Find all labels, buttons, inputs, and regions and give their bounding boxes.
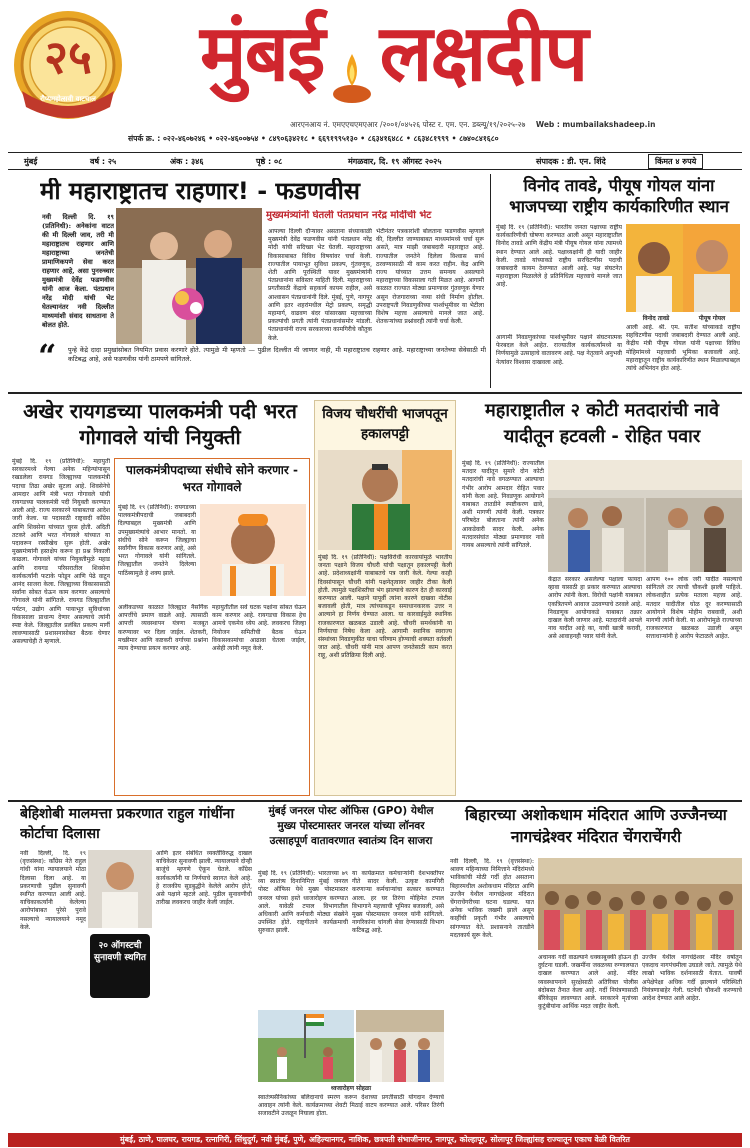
story7-headline: मुंबई जनरल पोस्ट ऑफिस (GPO) येथील मुख्य पोस्टमास्तर जनरल यांच्या लॉनवर उत्साहपूर्ण वातावरणात स्वातंत्र्य दिन साजरा [268,805,434,847]
story1-subhead: मुख्यमंत्र्यांनी घेतली पंतप्रधान नरेंद्र मोदींची भेट [266,210,432,221]
story3-photo [200,504,306,596]
story5-col3: आपण १०० लोक जरी यादीत नसल्याचे सांगितले तर त्याची चौकशी झाली पाहिजे. लोकशाहीत प्रत्येक मताला महत्त्व आहे. मतदार यादीतील घोळ दूर करण्यासाठी आयोगाने विशेष मोहीम राबवावी, अशी मागणी त्यांनी केली. या आरोपांमुळे राज्याच्या राजकारणात खळबळ उडाली असून सत्ताधाऱ्यांनी हे आरोप फेटाळले आहेत. [646,576,742,641]
web-label: Web : [535,120,560,129]
story7-col2: या कार्यक्रमात कर्मचाऱ्यांनी देशभक्तीपर गीते सादर केली. उत्कृष्ट कामगिरी करणाऱ्या कर्मचाऱ्यांचा सत्कार करण्यात आला. हर घर तिरंगा मोहिमेत टपाल विभागाने महत्त्वाची भूमिका बजावली, असे मुख्य पोस्टमास्तर जनरल यांनी सांगितले. नागरिकांना चांगली सेवा देण्यासाठी विभाग कटिबद्ध आहे. [352,870,444,935]
divider [490,174,491,388]
story1-col3: भेटीनंतर पत्रकारांशी बोलताना फडणवीस म्हणाले की, दिल्लीत जाण्याबाबत माध्यमांमध्ये चर्चा सुरू असते, मात्र माझी जबाबदारी महाराष्ट्रात आहे. राज्यातील जनतेने दिलेला विश्वास सार्थ ठरवण्यासाठी मी काम करत राहीन. केंद्र आणि राज्य यांच्यात उत्तम समन्वय असल्याने महाराष्ट्राच्या विकासाला गती मिळत आहे. आगामी काळात राज्यात मोठ्या प्रमाणावर गुंतवणूक येणार असून रोजगाराच्या नव्या संधी निर्माण होतील. उपराष्ट्रपती निवडणुकीच्या पार्श्वभूमीवर या भेटीला विशेष महत्त्व असल्याचे मानले जात आहे. शेतकऱ्यांच्या प्रश्नांवरही त्यांनी चर्चा केली. [376,228,484,326]
story8-photo [538,858,742,950]
story1-quote: पुन्हे केंद्रे दादा प्रमुखांसोबत नियमित प्रवास करणारे होते. त्यामुळे मी म्हणतो — पुढील दिल्लीत मी जाणार नाही, मी महाराष्ट्रातच राहणार आहे. महाराष्ट्राच्या जनतेच्या सेवेसाठी मी कटिबद्ध आहे, असे फडणवीस यांनी ठामपणे सांगितले. [68,346,486,363]
anniversary-number: २५ [44,30,92,84]
story6-col2: आणि इतर संबंधित व्यक्तींविरुद्ध दाखल याचिकेवर सुनावणी झाली. न्यायालयाने दोन्ही बाजूंचे म्हणणे ऐकून घेतले. काँग्रेस कार्यकर्त्यांनी या निर्णयाचे स्वागत केले आहे. हे राजकीय सूडबुद्धीने केलेले आरोप होते, असे पक्षाने म्हटले आहे. पुढील सुनावणीची तारीख लवकरच जाहीर केली जाईल. [156,850,252,907]
story1-photo [116,208,262,344]
story1-lead: नवी दिल्ली दि. १९ (प्रतिनिधी): अनेकांना वाटत की मी दिल्ली जाव, तरी मी महाराष्ट्रातच राहणार आणि महाराष्ट्राच्या जनतेची प्रामाणिकपणे सेवा करत राहणार आहे, असा पुनरुच्चार मुख्यमंत्री देवेंद्र फडणवीस यांनी आज केला. पंतप्रधान नरेंद्र मोदी यांची भेट घेतल्यानंतर नवी दिल्लीत माध्यमांशी संवाद साधताना ते बोलत होते. [42,213,114,329]
story2-headline: विनोद तावडे, पीयूष गोयल यांना भाजपच्या राष्ट्रीय कार्यकारिणीत स्थान [509,176,729,216]
story1-col2: आपल्या दिल्ली दौऱ्यावर असताना संध्याकाळी मुख्यमंत्री देवेंद्र फडणवीस यांनी पंतप्रधान नरेंद्र मोदी यांची सदिच्छा भेट घेतली. महाराष्ट्राच्या विकासाबाबत विविध विषयांवर चर्चा केली. राज्यातील पायाभूत सुविधा प्रकल्प, गुंतवणूक, शेती आणि पूरस्थिती यावर मुख्यमंत्र्यांनी पंतप्रधानांना सविस्तर माहिती दिली. महाराष्ट्राच्या प्रगतीसाठी केंद्राचे सहकार्य कायम राहील, असे आश्वासन पंतप्रधानांनी दिले. मुंबई, पुणे, नागपूर आणि इतर शहरांमधील मेट्रो प्रकल्प, समृद्धी महामार्ग, वाढवण बंदर यांसारख्या महत्त्वाच्या प्रकल्पांची प्रगती त्यांनी पंतप्रधानांसमोर मांडली. पंतप्रधानांनी राज्य सरकारच्या कामगिरीचे कौतुक केले. [268,228,372,342]
story2-caption1: विनोद तावडे [642,315,670,322]
story5-col2: केंद्रात सरकार असलेल्या पक्षाला फायदा व्हावा यासाठी हा प्रकार करण्यात आल्याचा आरोप त्यांनी केला. विरोधी पक्षांनी याबाबत एकत्रितपणे आवाज उठवण्याचे ठरवले आहे. निवडणूक आयोगाकडे याबाबत तक्रार दाखल केली जाणार आहे. मतदारांनी आपले नाव यादीत आहे का, याची खात्री करावी, असे आवाहनही पवार यांनी केले. [548,576,642,641]
issue-bar [8,152,742,170]
issue-editor: संपादक : डी. एन. शिंदे [536,157,606,166]
contact-line: संपर्क क्र. : ०२२-४६०७२४६ • ०२२-४६००७५४ • ८४९०६३४२१८ • ६६९१९९५१३० • ८६३४१६४८८ • ८६३४८१९९९ • ८७४०८४१६८० [128,134,499,143]
story2-col2: आगामी निवडणुकांच्या पार्श्वभूमीवर पक्षाने संघटनात्मक फेरबदल केले आहेत. राज्यातील कार्यकर्त्यांमध्ये या निर्णयामुळे उत्साहाचे वातावरण आहे. पक्ष नेतृत्वाने अनुभवी नेत्यांवर विश्वास दाखवला आहे. [496,334,622,366]
story4-headline: विजय चौधरींची भाजपतून हकालपट्टी [322,406,448,442]
diya-icon [331,46,373,106]
story7-photo2 [356,1010,444,1082]
story3-box-title: पालकमंत्रीपदाच्या संधीचे सोने करणार - भरत गोगावले [126,463,298,494]
story7-col3: स्वातंत्र्यसैनिकांच्या बलिदानाचे स्मरण करून देशाच्या प्रगतीसाठी योगदान देण्याचे आवाहन त्यांनी केले. कार्यक्रमाच्या शेवटी मिठाई वाटप करण्यात आले. परिसर तिरंगी सजावटीने उजळून निघाला होता. [258,1094,444,1118]
story2-photo [626,224,740,312]
story2-col1: मुंबई दि. १९ (प्रतिनिधी): भारतीय जनता पक्षाच्या राष्ट्रीय कार्यकारिणीची घोषणा करण्यात आली असून महाराष्ट्रातील विनोद तावडे आणि केंद्रीय मंत्री पीयूष गोयल यांना त्यामध्ये स्थान देण्यात आले आहे. पक्षाध्यक्षांनी ही यादी जाहीर केली. तावडे यांच्याकडे राष्ट्रीय सरचिटणीस पदाची जबाबदारी कायम ठेवण्यात आली आहे. पक्ष संघटनेत महाराष्ट्राला मिळालेले हे प्रतिनिधित्व महत्त्वाचे मानले जात आहे. [496,224,622,289]
hearing-badge-text: २० ऑगस्टची सुनावणी स्थगित [94,941,146,963]
story8-col1: नवी दिल्ली, दि. १९ (वृत्तसंस्था): श्रावण महिन्याच्या निमित्ताने मंदिरांमध्ये भाविकांची मोठी गर्दी होत असताना बिहारमधील अशोकधाम मंदिरात आणि उज्जैन येथील नागचंद्रेश्वर मंदिरात चेंगराचेंगरीच्या घटना घडल्या. यात अनेक भाविक जखमी झाले असून काहींची प्रकृती गंभीर असल्याचे सांगण्यात येते. प्रशासनाने तातडीने मदतकार्य सुरू केले. [450,858,534,939]
title-mumbai: मुंबई [200,9,324,99]
story8-headline: बिहारच्या अशोकधाम मंदिरात आणि उज्जैनच्या नागचंद्रेश्वर मंदिरात चेंगराचेंगरी [465,806,727,846]
anniversary-text: रौप्यमहोत्सवी वाटचाल [40,95,96,103]
story2-col3: आली आहे. श्री. एम. सतीश यांच्याकडे राष्ट्रीय सहचिटणीस पदाची जबाबदारी देण्यात आली आहे. केंद्रीय मंत्री पीयूष गोयल यांनी पक्षाच्या विविध मोहिमांमध्ये महत्त्वाची भूमिका बजावली आहे. महाराष्ट्रातून राष्ट्रीय कार्यकारिणीत स्थान मिळाल्याबद्दल त्यांचे अभिनंदन होत आहे. [626,324,740,373]
story2-caption2: पीयूष गोयल [698,315,726,322]
story8-col2: अचानक गर्दी वाढल्याने धक्काबुक्की होऊन ही दुर्घटना घडली. जखमींना जवळच्या रुग्णालयात दाखल करण्यात आले आहे. मंदिर व्यवस्थापनाने सुरक्षेसाठी अतिरिक्त पोलीस बंदोबस्त तैनात केला आहे. गर्दी नियंत्रणासाठी बॅरिकेड्स लावण्यात आले. सरकारने मृतांच्या कुटुंबीयांना आर्थिक मदत जाहीर केली. [538,954,638,1011]
story1-headline: मी महाराष्ट्रातच राहणार! - फडणवीस [40,178,361,205]
story3-box-col1: मुंबई दि. १९ (प्रतिनिधी): रायगडच्या पालकमंत्रीपदाची जबाबदारी दिल्याबद्दल मुख्यमंत्री आणि उपमुख्यमंत्र्यांचे आभार मानतो. या संधीचे सोने करून जिल्ह्याचा सर्वांगीण विकास करणार आहे, असे भरत गोगावले यांनी सांगितले. जिल्ह्यातील जनतेने दिलेल्या पाठिंब्यामुळे हे शक्य झाले. [118,504,196,577]
web-url[interactable]: mumbailakshadeep.in [562,120,656,129]
story3-col1: मुंबई दि. १९ (प्रतिनिधी): महायुती सरकारमध्ये गेल्या अनेक महिन्यांपासून रखडलेला रायगड जिल्ह्याच्या पालकमंत्री पदाचा तिढा अखेर सुटला आहे. शिवसेनेचे आमदार आणि मंत्री भरत गोगावले यांची रायगडच्या पालकमंत्री पदी नियुक्ती करण्यात आली आहे. राज्य सरकारने याबाबतचा आदेश जारी केला. या पदासाठी राष्ट्रवादी काँग्रेस आणि शिवसेना यांच्यात चुरस होती. अदिती तटकरे आणि भरत गोगावले यांच्यात या पदावरून रस्सीखेच सुरू होती. अखेर मुख्यमंत्र्यांनी हस्तक्षेप करून हा प्रश्न निकाली काढला. गोगावले यांच्या नियुक्तीमुळे महाड आणि रायगड परिसरातील शिवसेना कार्यकर्त्यांनी फटाके फोडून आणि पेढे वाटून आनंद साजरा केला. जिल्ह्याच्या विकासासाठी सर्वांना सोबत घेऊन काम करणार असल्याचे गोगावले यांनी सांगितले. रायगड जिल्ह्यातील पर्यटन, उद्योग आणि पायाभूत सुविधांच्या विकासाला प्राधान्य देणार असल्याचे त्यांनी स्पष्ट केले. जिल्ह्यातील प्रलंबित प्रकल्प मार्गी लावण्यासाठी प्रशासनासोबत बैठक घेणार असल्याचेही ते म्हणाले. [12,458,110,646]
story3-box-col2: अलीकडच्या काळात जिल्ह्यात नैसर्गिक आपत्तींचे प्रमाण वाढले आहे. त्यासाठी आपत्ती व्यवस्थापन यंत्रणा मजबूत करण्यावर भर दिला जाईल. शेतकरी, मच्छीमार आणि कष्टकरी वर्गाच्या प्रश्नांना न्याय देण्याचा प्रयत्न करणार आहे. [118,604,208,653]
story4-body: मुंबई दि. १९ (प्रतिनिधी): पक्षविरोधी कारवायांमुळे भारतीय जनता पक्षाने विजय चौधरी यांची पक्षातून हकालपट्टी केली आहे. प्रदेशाध्यक्षांनी याबाबतचे पत्र जारी केले. गेल्या काही दिवसांपासून चौधरी यांनी पक्षनेतृत्वावर जाहीर टीका केली होती. त्यामुळे पक्षशिस्तीचा भंग झाल्याचे कारण देत ही कारवाई करण्यात आली. पक्षाने यापूर्वी त्यांना कारणे दाखवा नोटीस बजावली होती, मात्र त्यांच्याकडून समाधानकारक उत्तर न आल्याने हा निर्णय घेण्यात आला. या कारवाईमुळे स्थानिक राजकारणात खळबळ उडाली आहे. चौधरी समर्थकांनी या निर्णयाचा निषेध केला आहे. आगामी स्थानिक स्वराज्य संस्थांच्या निवडणुकीत याचा परिणाम होण्याची शक्यता वर्तवली जात आहे. चौधरी यांनी मात्र आपण जनतेसाठी काम करत राहू, अशी प्रतिक्रिया दिली आहे. [318,554,452,660]
issue-date: मंगळवार, दि. १९ ऑगस्ट २०२५ [348,157,442,166]
story8-col3: उज्जैन येथील नागचंद्रेश्वर मंदिर वर्षातून एकदाच नागपंचमीला उघडले जाते. त्यामुळे येथे लाखो भाविक दर्शनासाठी येतात. यावर्षी अपेक्षेपेक्षा अधिक गर्दी झाल्याने परिस्थिती नियंत्रणाबाहेर गेली. घटनेची चौकशी करण्याचे आदेश देण्यात आले आहेत. [642,954,742,1003]
divider [8,800,742,802]
story7-col1: मुंबई दि. १९ (प्रतिनिधी): भारताच्या ७९ व्या स्वातंत्र्य दिनानिमित्त मुंबई जनरल पोस्ट ऑफिस येथे मुख्य पोस्टमास्तर जनरल यांच्या हस्ते ध्वजारोहण करण्यात आले. यावेळी टपाल विभागातील अधिकारी आणि कर्मचारी मोठ्या संख्येने उपस्थित होते. राष्ट्रगीताने कार्यक्रमाची सुरुवात झाली. [258,870,348,935]
story6-col1: नवी दिल्ली, दि. १९ (वृत्तसंस्था): काँग्रेस नेते राहुल गांधी यांना न्यायालयाने मोठा दिलासा दिला आहे. या प्रकरणाची पुढील सुनावणी स्थगित करण्यात आली आहे. याचिकाकर्त्यांनी केलेल्या आरोपांबाबत पुरेसे पुरावे नसल्याचे न्यायालयाने नमूद केले. [20,850,86,931]
story3-box-col3: महायुतीतील सर्व घटक पक्षांना सोबत घेऊन काम करणार आहे. रायगडचा विकास हेच आमचे एकमेव ध्येय आहे. लवकरच जिल्हा नियोजन समितीची बैठक घेऊन विकासकामांचा आढावा घेतला जाईल, असेही त्यांनी नमूद केले. [212,604,306,653]
masthead-title [200,8,720,100]
divider [8,392,742,394]
story6-photo [88,850,152,928]
issue-pages: पृष्ठे : ०८ [256,157,283,166]
issue-price: किंमत ४ रुपये [648,154,703,169]
title-lakshadeep: लक्षदीप [379,9,587,99]
issue-number: अंक : ३४६ [170,157,204,166]
story5-headline: महाराष्ट्रातील २ कोटी मतदारांची नावे यादीतून हटवली - रोहित पवार [485,400,719,447]
story5-photo [548,460,742,572]
hearing-badge [90,934,150,998]
distribution-footer [8,1133,742,1147]
registration-line: आरएनआय नं. एमएएचएमएआर /२००१/०४५२६ पोस्ट र. एम. एन. डब्ल्यू/१९/२०२५-२७ Web : mumbailakshadeep.in [290,120,656,129]
quote-icon: “ [38,337,57,375]
story5-col1: मुंबई दि. १९ (प्रतिनिधी): राज्यातील मतदार यादीतून सुमारे दोन कोटी मतदारांची नावे वगळण्यात आल्याचा गंभीर आरोप आमदार रोहित पवार यांनी केला आहे. निवडणूक आयोगाने याबाबत तातडीने स्पष्टीकरण द्यावे, अशी मागणी त्यांनी केली. पत्रकार परिषदेत बोलताना त्यांनी अनेक आकडेवारी सादर केली. अनेक मतदारसंघांत मोठ्या प्रमाणावर नावे गायब असल्याचे त्यांनी सांगितले. [462,460,544,550]
story7-photo [258,1010,354,1082]
issue-year: वर्ष : २५ [90,157,117,166]
story7-caption: ध्वजारोहण सोहळा [330,1085,372,1092]
story6-headline: बेहिशोबी मालमत्ता प्रकरणात राहुल गांधींना कोर्टाचा दिलासा [20,806,235,842]
issue-city: मुंबई [24,157,38,166]
anniversary-emblem [12,7,124,123]
story3-headline: अखेर रायगडच्या पालकमंत्री पदी भरत गोगावले यांची नियुक्ती [23,399,297,449]
story4-photo [318,450,452,550]
distribution-footer-text: मुंबई, ठाणे, पालघर, रायगड, रत्नागिरी, सिंधुदुर्ग, नवी मुंबई, पुणे, अहिल्यानगर, नाशिक, छत्रपती संभाजीनगर, नागपूर, कोल्हापूर, सोलापूर जिल्ह्यांसह राज्यातून एकाच वेळी वितरित [120,1135,630,1144]
